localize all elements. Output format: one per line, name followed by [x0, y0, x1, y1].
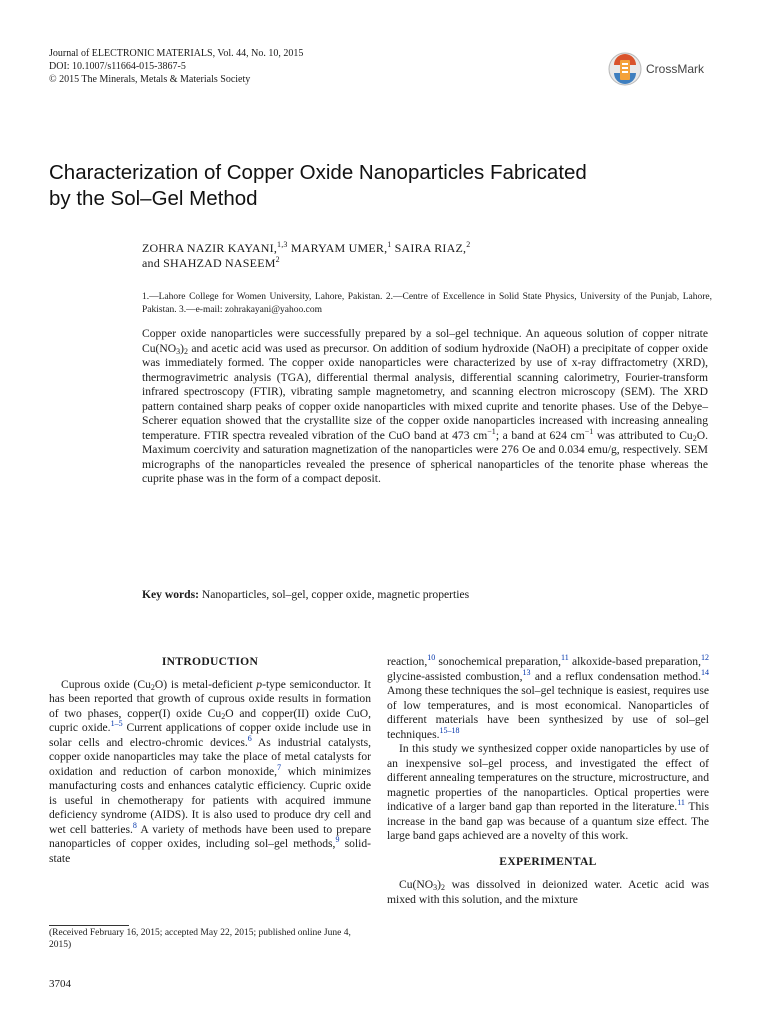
subscript: 2: [221, 711, 226, 721]
body-text: O) is metal-deficient: [154, 677, 257, 691]
superscript: −1: [584, 426, 594, 436]
italic-text: p: [256, 677, 263, 691]
body-text: Cu(NO: [399, 878, 434, 891]
footnote-rule: [49, 925, 129, 926]
citation-link[interactable]: 10: [427, 653, 436, 662]
subscript: 3: [176, 346, 181, 356]
citation-link[interactable]: 1–5: [110, 719, 123, 728]
abstract-text: and acetic acid was used as precursor. On addition of sodium hydroxide (NaOH) a precipitate of copper oxide was immediately formed. The copper oxide nanoparticles were characterized by use of x-ray diffractometry (XRD), thermogravimetric analysis (TGA), differential thermal analysis, differential scanning calorimetry, Fourier-transform infrared spectroscopy (FTIR), vibrating sample magnetometry, and scanning electron microscopy (SEM). The XRD pattern contained sharp peaks of copper oxide nanoparticles with mixed cuprite and tenorite phases. Use of the Debye–Scherer equation showed that the crystallite size of the copper oxide nanoparticles increased with increasing annealing temperature. FTIR spectra revealed vibration of the CuO band at 473 cm: [142, 341, 708, 442]
subscript: 2: [184, 346, 189, 356]
introduction-heading: INTRODUCTION: [161, 655, 259, 668]
body-text: and a reflux condensation method.: [530, 669, 701, 683]
abstract-text: ; a band at 624 cm: [495, 428, 585, 442]
citation-link[interactable]: 15–18: [439, 725, 460, 735]
experimental-heading: EXPERIMENTAL: [499, 854, 597, 868]
citation-link[interactable]: 11: [561, 653, 569, 662]
author-2: MARYAM UMER,: [290, 241, 388, 255]
methods-paragraph: [387, 655, 709, 742]
body-text: was dissolved in deionized water. Acetic acid was mixed with this solution, and the mixture: [387, 878, 709, 906]
citation-link[interactable]: 13: [522, 667, 531, 677]
abstract-text: was attributed to Cu: [593, 428, 693, 442]
title-line-2: by the Sol–Gel Method: [49, 187, 258, 210]
experimental-paragraph: [387, 878, 709, 907]
body-text: Among these techniques the sol–gel technique is easiest, requires use of low temperatures, and is most economical. Nanoparticles of different materials have been synthesized by use of sol–gel techniques.: [387, 684, 709, 741]
body-text: which minimizes manufacturing costs and enhances catalytic efficiency. Cupric oxide is useful in chemotherapy for patients with acquired immune deficiency syndrome (AIDS). It is also used to produce dry cell and wet cell batteries.: [49, 764, 372, 836]
body-text: Current applications of copper oxide include use in solar cells and electro-chromic devices.: [49, 721, 371, 749]
body-text: glycine-assisted combustion,: [387, 669, 523, 683]
subscript: 3: [433, 883, 438, 892]
citation-link[interactable]: 12: [701, 653, 709, 662]
citation-link[interactable]: 7: [277, 762, 282, 772]
superscript: −1: [487, 426, 496, 436]
affiliations: 1.—Lahore College for Women University, Lahore, Pakistan. 2.—Centre of Excellence in Solid State Physics, University of the Punjab, Lahore, Pakistan. 3.—e-mail: zohrakayani@yahoo.com: [142, 292, 712, 315]
body-text: solid-state: [49, 837, 371, 865]
author-1-aff: 1,3: [277, 240, 288, 249]
body-text: A variety of methods have been used to prepare nanoparticles of copper oxides, including sol–gel methods,: [49, 822, 371, 850]
citation-link[interactable]: 8: [132, 820, 137, 830]
study-paragraph: [387, 742, 709, 844]
citation-link[interactable]: 11: [677, 798, 685, 807]
author-1: ZOHRA NAZIR KAYANI,: [142, 241, 278, 255]
doi-line: DOI: 10.1007/s11664-015-3867-5: [49, 61, 186, 72]
body-text: ): [437, 878, 442, 891]
keywords-text: Nanoparticles, sol–gel, copper oxide, magnetic properties: [201, 588, 470, 601]
journal-line: Journal of ELECTRONIC MATERIALS, Vol. 44, No. 10, 2015: [49, 48, 304, 59]
keywords: [142, 587, 712, 602]
right-column: [387, 655, 709, 907]
abstract-text: ): [180, 341, 185, 355]
keywords-label: Key words:: [142, 588, 199, 601]
citation-link[interactable]: 9: [335, 835, 340, 844]
body-text: sonochemical preparation,: [435, 655, 562, 668]
intro-paragraph: [49, 678, 371, 867]
author-4-aff: 2: [275, 255, 280, 264]
body-text: -type semiconductor. It has been reported that growth of cuprous oxide results in formation of two phases, copper(I) oxide Cu: [49, 677, 371, 720]
author-3: SAIRA RIAZ,: [394, 241, 467, 255]
author-3-aff: 2: [466, 240, 471, 249]
body-text: reaction,: [387, 655, 428, 668]
subscript: 2: [692, 433, 697, 443]
abstract-text: Copper oxide nanoparticles were successfully prepared by a sol–gel technique. An aqueous solution of copper nitrate Cu(NO: [142, 327, 708, 355]
body-text: Cuprous oxide (Cu: [61, 677, 151, 691]
body-text: This increase in the band gap was because of a quantum size effect. The large band gaps achieved are a novelty of this work.: [387, 800, 709, 842]
subscript: 2: [150, 682, 155, 692]
citation-link[interactable]: 6: [247, 733, 252, 743]
abstract-text: O. Maximum coercivity and saturation magnetization of the nanoparticles were 276 Oe and 0.034 emu/g, respectively. SEM micrographs of the nanoparticles revealed the presence of spherical nanoparticles of the tenorite phase whereas the cuprite phase was in the form of a compact deposit.: [142, 428, 709, 485]
body-text: As industrial catalysts, copper oxide nanoparticles may take the place of metal catalysts for oxidation and reduction of carbon monoxide,: [49, 735, 371, 778]
crossmark-label: CrossMark: [646, 62, 705, 76]
citation-link[interactable]: 14: [701, 667, 709, 677]
author-4: and SHAHZAD NASEEM: [142, 256, 276, 270]
title-line-1: Characterization of Copper Oxide Nanoparticles Fabricated: [49, 161, 587, 184]
subscript: 2: [441, 883, 446, 892]
page-number: 3704: [49, 978, 71, 990]
crossmark-badge[interactable]: [608, 52, 704, 86]
copyright-line: © 2015 The Minerals, Metals & Materials Society: [49, 74, 251, 85]
received-note: (Received February 16, 2015; accepted May 22, 2015; published online June 4, 2015): [49, 928, 351, 950]
body-text: alkoxide-based preparation,: [568, 655, 701, 668]
journal-header: [49, 47, 303, 86]
body-text: O and copper(II) oxide CuO, cupric oxide.: [49, 706, 371, 734]
author-list: [142, 241, 702, 271]
body-text: In this study we synthesized copper oxide nanoparticles by use of an inexpensive sol–gel process, and investigated the effect of different annealing temperatures on the structure, microstructure, and magnetic properties of the nanoparticles. Optical properties were indicative of a larger band gap than reported in the literature.: [387, 742, 709, 813]
author-2-aff: 1: [387, 240, 392, 249]
abstract: [142, 327, 708, 487]
crossmark-icon: [608, 52, 642, 86]
paper-title: [49, 160, 729, 212]
left-column: [49, 655, 371, 866]
